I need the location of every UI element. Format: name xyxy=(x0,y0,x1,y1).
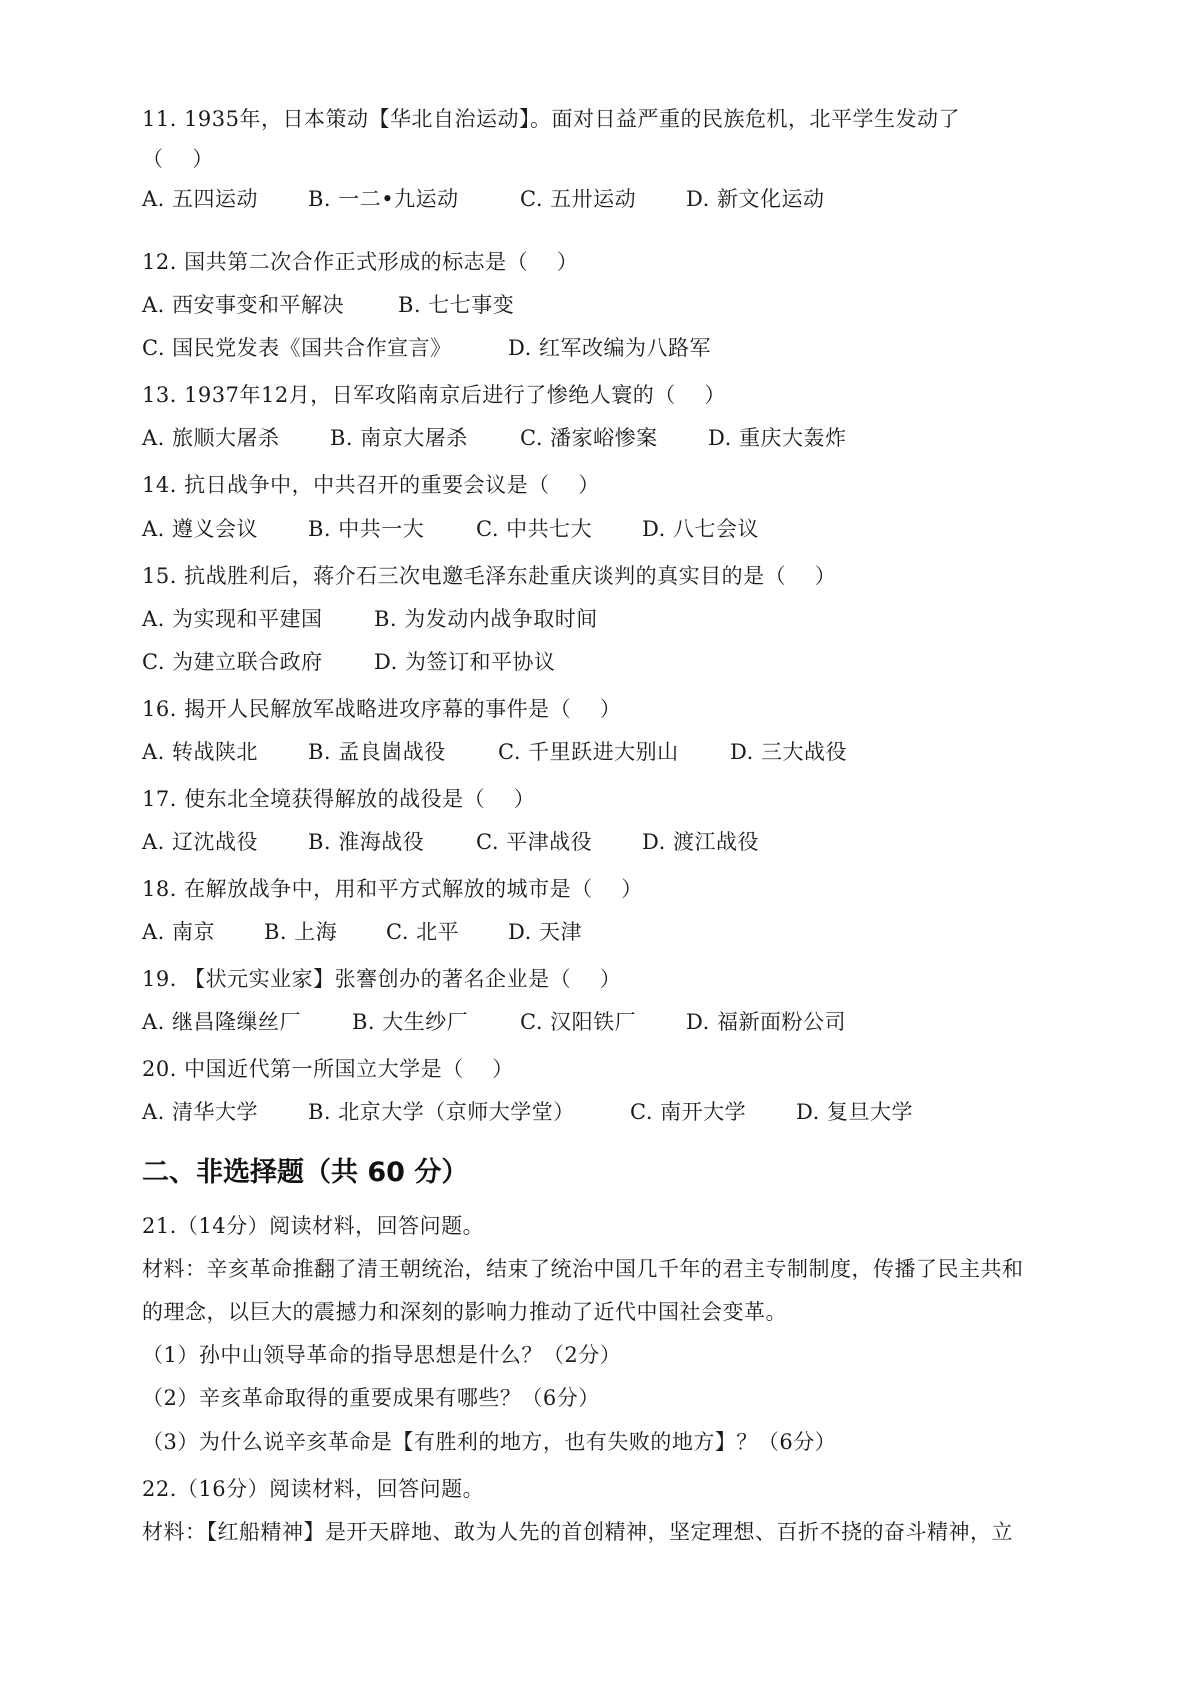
question-17-option-d: D. 渡江战役 xyxy=(642,830,759,854)
question-15-option-b: B. 为发动内战争取时间 xyxy=(374,607,598,631)
question-21-material-line-2: 的理念，以巨大的震撼力和深刻的影响力推动了近代中国社会变革。 xyxy=(142,1300,787,1324)
question-15-stem: 15. 抗战胜利后，蒋介石三次电邀毛泽东赴重庆谈判的真实目的是（ ） xyxy=(142,564,837,588)
question-21-sub-1: （1）孙中山领导革命的指导思想是什么？（2分） xyxy=(142,1343,622,1367)
question-11-option-c: C. 五卅运动 xyxy=(520,187,637,211)
question-15-option-a: A. 为实现和平建国 xyxy=(142,607,323,631)
question-13-option-c: C. 潘家峪惨案 xyxy=(520,426,658,450)
question-11-answer-blank: （ ） xyxy=(142,147,214,171)
question-16-option-a: A. 转战陕北 xyxy=(142,740,259,764)
question-12-option-d: D. 红军改编为八路军 xyxy=(508,336,711,360)
question-17-option-b: B. 淮海战役 xyxy=(308,830,425,854)
question-15-option-d: D. 为签订和平协议 xyxy=(374,650,556,674)
question-14-option-c: C. 中共七大 xyxy=(476,517,593,541)
question-16-stem: 16. 揭开人民解放军战略进攻序幕的事件是（ ） xyxy=(142,697,622,721)
question-17-option-c: C. 平津战役 xyxy=(476,830,593,854)
question-18-option-c: C. 北平 xyxy=(386,920,460,944)
question-13-option-b: B. 南京大屠杀 xyxy=(330,426,468,450)
question-14-stem: 14. 抗日战争中，中共召开的重要会议是（ ） xyxy=(142,473,600,497)
question-16-option-b: B. 孟良崮战役 xyxy=(308,740,446,764)
question-13-stem: 13. 1937年12月，日军攻陷南京后进行了惨绝人寰的（ ） xyxy=(142,383,726,407)
question-13-option-d: D. 重庆大轰炸 xyxy=(708,426,847,450)
question-11-stem: 11. 1935年，日本策动【华北自治运动】。面对日益严重的民族危机，北平学生发动了 xyxy=(142,107,961,131)
question-14-option-d: D. 八七会议 xyxy=(642,517,759,541)
question-20-option-d: D. 复旦大学 xyxy=(796,1100,913,1124)
question-19-option-b: B. 大生纱厂 xyxy=(352,1010,469,1034)
question-12-option-c: C. 国民党发表《国共合作宣言》 xyxy=(142,336,452,360)
question-15-option-c: C. 为建立联合政府 xyxy=(142,650,323,674)
question-20-option-a: A. 清华大学 xyxy=(142,1100,259,1124)
question-17-option-a: A. 辽沈战役 xyxy=(142,830,259,854)
question-21-stem: 21.（14分）阅读材料，回答问题。 xyxy=(142,1214,485,1238)
question-18-option-b: B. 上海 xyxy=(264,920,338,944)
question-20-option-c: C. 南开大学 xyxy=(630,1100,747,1124)
question-12-option-b: B. 七七事变 xyxy=(398,293,515,317)
question-22-material-line-1: 材料：【红船精神】是开天辟地、敢为人先的首创精神，坚定理想、百折不挠的奋斗精神，立 xyxy=(142,1520,1013,1544)
question-18-option-a: A. 南京 xyxy=(142,920,216,944)
question-21-sub-2: （2）辛亥革命取得的重要成果有哪些？（6分） xyxy=(142,1386,600,1410)
question-20-stem: 20. 中国近代第一所国立大学是（ ） xyxy=(142,1057,514,1081)
question-11-option-d: D. 新文化运动 xyxy=(686,187,825,211)
question-21-sub-3: （3）为什么说辛亥革命是【有胜利的地方，也有失败的地方】？（6分） xyxy=(142,1430,837,1454)
question-11-option-a: A. 五四运动 xyxy=(142,187,259,211)
question-20-option-b: B. 北京大学（京师大学堂） xyxy=(308,1100,575,1124)
question-13-option-a: A. 旅顺大屠杀 xyxy=(142,426,280,450)
question-19-option-c: C. 汉阳铁厂 xyxy=(520,1010,637,1034)
question-16-option-d: D. 三大战役 xyxy=(730,740,847,764)
question-19-stem: 19. 【状元实业家】张謇创办的著名企业是（ ） xyxy=(142,967,622,991)
question-18-stem: 18. 在解放战争中，用和平方式解放的城市是（ ） xyxy=(142,877,643,901)
section-heading: 二、非选择题（共 60 分） xyxy=(142,1157,469,1188)
question-12-stem: 12. 国共第二次合作正式形成的标志是（ ） xyxy=(142,250,579,274)
question-21-material-line-1: 材料：辛亥革命推翻了清王朝统治，结束了统治中国几千年的君主专制制度，传播了民主共和 xyxy=(142,1257,1024,1281)
question-14-option-b: B. 中共一大 xyxy=(308,517,425,541)
question-19-option-a: A. 继昌隆缫丝厂 xyxy=(142,1010,302,1034)
question-11-option-b: B. 一二•九运动 xyxy=(308,187,459,211)
question-18-option-d: D. 天津 xyxy=(508,920,582,944)
question-14-option-a: A. 遵义会议 xyxy=(142,517,259,541)
question-12-option-a: A. 西安事变和平解决 xyxy=(142,293,345,317)
question-22-stem: 22.（16分）阅读材料，回答问题。 xyxy=(142,1477,485,1501)
question-16-option-c: C. 千里跃进大别山 xyxy=(498,740,679,764)
question-19-option-d: D. 福新面粉公司 xyxy=(686,1010,846,1034)
question-17-stem: 17. 使东北全境获得解放的战役是（ ） xyxy=(142,787,536,811)
